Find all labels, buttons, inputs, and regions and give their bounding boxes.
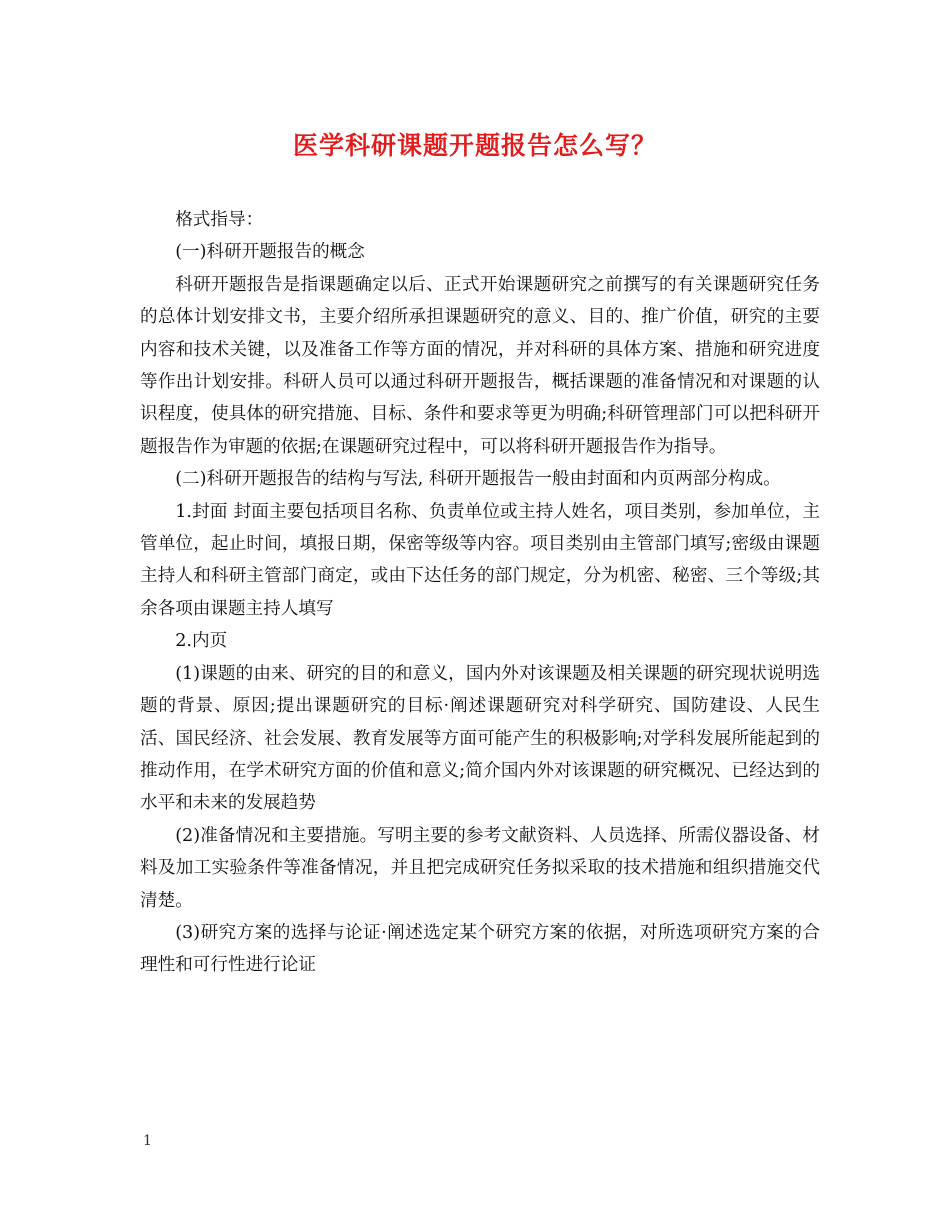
paragraph-format-guide: 格式指导： — [175, 210, 264, 230]
document-body — [140, 204, 820, 982]
paragraph-heading-concept: (一)科研开题报告的概念 — [175, 242, 365, 263]
paragraph-item-3: (3)研究方案的选择与论证·阐述选定某个研究方案的依据，对所选项研究方案的合理性和可行性进行论证 — [140, 922, 820, 976]
page-title: 医学科研课题开题报告怎么写？ — [292, 131, 657, 160]
page-number: 1 — [143, 1133, 152, 1149]
paragraph-inner-pages: 2.内页 — [175, 631, 228, 652]
paragraph-item-2: (2)准备情况和主要措施。写明主要的参考文献资料、人员选择、所需仪器设备、材料及加工实验条件等准备情况，并且把完成研究任务拟采取的技术措施和组织措施交代清楚。 — [140, 825, 820, 911]
paragraph-item-1: (1)课题的由来、研究的目的和意义，国内外对该课题及相关课题的研究现状说明选题的背景、原因;提出课题研究的目标·阐述课题研究对科学研究、国防建设、人民生活、国民经济、社会发展、教育发展等方面可能产生的积极影响;对学科发展所能起到的推动作用，在学术研究方面的价值和意义;简介国内外对该课题的研究概况、已经达到的水平和未来的发展趋势 — [140, 663, 820, 814]
paragraph-cover: 1.封面 封面主要包括项目名称、负责单位或主持人姓名，项目类别，参加单位，主管单位，起止时间，填报日期，保密等级等内容。项目类别由主管部门填写;密级由课题主持人和科研主管部门商定，或由下达任务的部门规定，分为机密、秘密、三个等级;其余各项由课题主持人填写 — [140, 501, 820, 619]
paragraph-concept-body: 科研开题报告是指课题确定以后、正式开始课题研究之前撰写的有关课题研究任务的总体计划安排文书，主要介绍所承担课题研究的意义、目的、推广价值，研究的主要内容和技术关键，以及准备工作等方面的情况，并对科研的具体方案、措施和研究进度等作出计划安排。科研人员可以通过科研开题报告，概括课题的准备情况和对课题的认识程度，使具体的研究措施、目标、条件和要求等更为明确;科研管理部门可以把科研开题报告作为审题的依据;在课题研究过程中，可以将科研开题报告作为指导。 — [140, 274, 820, 457]
paragraph-heading-structure: (二)科研开题报告的结构与写法, 科研开题报告一般由封面和内页两部分构成。 — [175, 469, 781, 490]
